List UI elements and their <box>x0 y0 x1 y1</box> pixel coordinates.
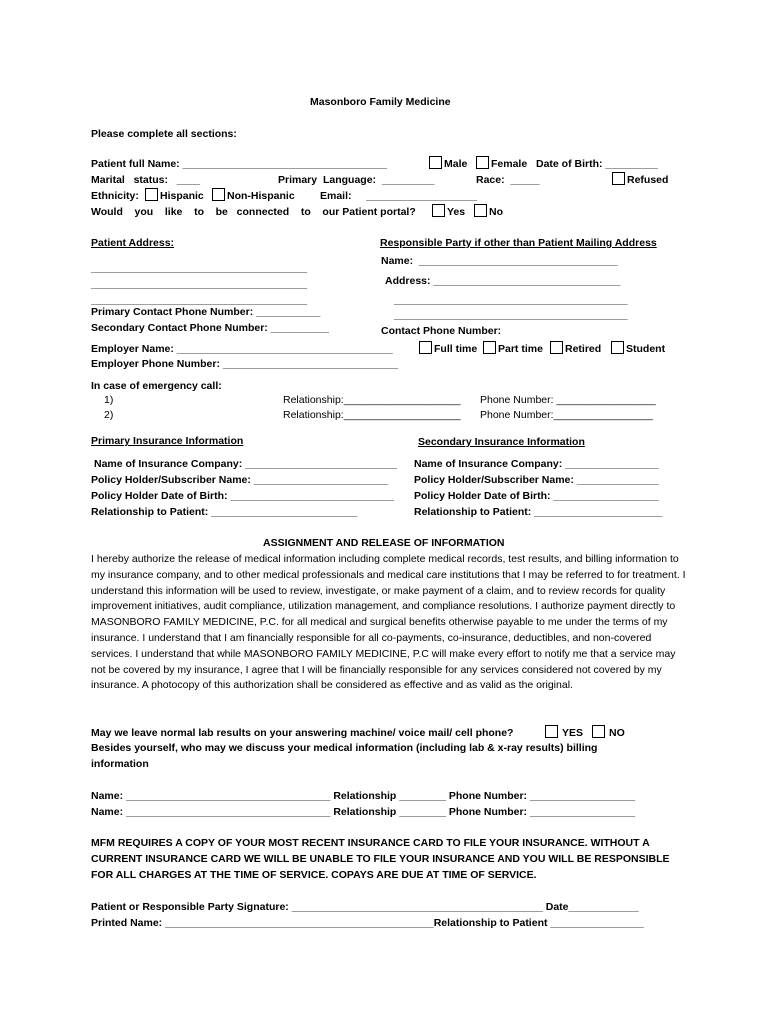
emergency-number-1: 1) <box>104 394 114 406</box>
primary-language-field[interactable]: Primary Language: _________ <box>278 174 435 186</box>
retired-checkbox[interactable] <box>550 341 563 354</box>
portal-no-checkbox[interactable] <box>474 204 487 217</box>
lab-no-checkbox[interactable] <box>592 725 605 738</box>
emergency-relationship-2[interactable]: Relationship:____________________ <box>283 409 461 421</box>
lab-no-label: NO <box>609 727 625 739</box>
responsible-address-line-2[interactable]: ________________________________________ <box>394 309 628 321</box>
lab-yes-checkbox[interactable] <box>545 725 558 738</box>
refused-checkbox[interactable] <box>612 172 625 185</box>
part-time-label: Part time <box>498 343 543 355</box>
discuss-info-line-1: Besides yourself, who may we discuss your medical information (including lab & x-ray results) billing <box>91 742 598 754</box>
responsible-address-field[interactable]: Address: ________________________________ <box>385 275 621 287</box>
emergency-number-2: 2) <box>104 409 114 421</box>
primary-holder-dob[interactable]: Policy Holder Date of Birth: ____________________________ <box>91 490 394 502</box>
marital-status-field[interactable]: Marital status: ____ <box>91 174 201 186</box>
responsible-phone-field[interactable]: Contact Phone Number: <box>381 325 502 337</box>
email-field[interactable]: Email: ___________________ <box>320 190 478 202</box>
dob-field[interactable]: Date of Birth: _________ <box>536 158 658 170</box>
lab-results-question: May we leave normal lab results on your answering machine/ voice mail/ cell phone? <box>91 727 514 739</box>
secondary-policy-holder[interactable]: Policy Holder/Subscriber Name: ______________ <box>414 474 659 486</box>
patient-name-field[interactable]: Patient full Name: ___________________________________ <box>91 158 387 170</box>
employer-phone-field[interactable]: Employer Phone Number: ______________________________ <box>91 358 399 370</box>
authorized-person-1[interactable]: Name: ___________________________________ Relationship ________ Phone Number: __________________ <box>91 790 636 802</box>
primary-relationship[interactable]: Relationship to Patient: _________________________ <box>91 506 358 518</box>
non-hispanic-label: Non-Hispanic <box>227 190 295 202</box>
female-label: Female <box>491 158 528 170</box>
retired-label: Retired <box>565 343 602 355</box>
responsible-name-field[interactable]: Name: __________________________________ <box>381 255 618 267</box>
discuss-info-line-2: information <box>91 758 149 770</box>
assignment-body: I hereby authorize the release of medical information including complete medical records, test results, and billing information to my insurance company, and to other medical professionals and medical care institutions that I may be referred to for treatment. I understand this information will be used to review, investigate, or make payment of a claim, and to review records for quality improvement initiatives, audit compliance, utilization management, and compliance resolutions. I authorize payment directly to MASONBORO FAMILY MEDICINE, P.C. for all medical and surgical benefits otherwise payable to me under the terms of my insurance. I understand that I am financially responsible for all co-payments, co-insurance, deductibles, and non-covered services. I understand that while MASONBORO FAMILY MEDICINE, P.C will make every effort to notify me that a service may not be covered by my insurance, I agree that I will be financially responsible for any services considered not covered by my insurance. A photocopy of this authorization shall be considered as effective and as valid as the original. <box>91 553 686 692</box>
refused-label: Refused <box>627 174 669 186</box>
lab-yes-label: YES <box>562 727 584 739</box>
insurance-card-notice-1: MFM REQUIRES A COPY OF YOUR MOST RECENT INSURANCE CARD TO FILE YOUR INSURANCE. WITHOUT A <box>91 837 650 849</box>
primary-insurance-company[interactable]: Name of Insurance Company: __________________________ <box>94 458 397 470</box>
authorized-person-2[interactable]: Name: ___________________________________ Relationship ________ Phone Number: __________________ <box>91 806 636 818</box>
secondary-relationship[interactable]: Relationship to Patient: ______________________ <box>414 506 663 518</box>
non-hispanic-checkbox[interactable] <box>212 188 225 201</box>
secondary-insurance-company[interactable]: Name of Insurance Company: ________________ <box>414 458 659 470</box>
patient-address-heading: Patient Address: <box>91 237 175 249</box>
insurance-card-notice-2: CURRENT INSURANCE CARD WE WILL BE UNABLE TO FILE YOUR INSURANCE AND YOU WILL BE RESPONSIBLE <box>91 853 670 865</box>
full-time-label: Full time <box>434 343 478 355</box>
male-checkbox[interactable] <box>429 156 442 169</box>
page-title: Masonboro Family Medicine <box>310 96 451 108</box>
emergency-phone-2[interactable]: Phone Number:_________________ <box>480 409 653 421</box>
ethnicity-label: Ethnicity: <box>91 190 139 202</box>
student-label: Student <box>626 343 666 355</box>
secondary-phone-field[interactable]: Secondary Contact Phone Number: __________ <box>91 322 330 334</box>
emergency-phone-1[interactable]: Phone Number: _________________ <box>480 394 656 406</box>
secondary-holder-dob[interactable]: Policy Holder Date of Birth: __________________ <box>414 490 659 502</box>
address-line-1[interactable]: _____________________________________ <box>91 262 308 274</box>
part-time-checkbox[interactable] <box>483 341 496 354</box>
portal-yes-label: Yes <box>447 206 466 218</box>
portal-yes-checkbox[interactable] <box>432 204 445 217</box>
responsible-party-heading: Responsible Party if other than Patient Mailing Address <box>380 237 657 249</box>
address-line-2[interactable]: _____________________________________ <box>91 278 308 290</box>
insurance-card-notice-3: FOR ALL CHARGES AT THE TIME OF SERVICE. COPAYS ARE DUE AT TIME OF SERVICE. <box>91 869 537 881</box>
hispanic-checkbox[interactable] <box>145 188 158 201</box>
primary-policy-holder[interactable]: Policy Holder/Subscriber Name: _______________________ <box>91 474 389 486</box>
responsible-address-line-1[interactable]: ________________________________________ <box>394 294 628 306</box>
assignment-heading: ASSIGNMENT AND RELEASE OF INFORMATION <box>263 537 505 549</box>
student-checkbox[interactable] <box>611 341 624 354</box>
address-line-3[interactable]: _____________________________________ <box>91 294 308 306</box>
printed-name-field[interactable]: Printed Name: ______________________________________________Relationship to Patient ________________ <box>91 917 644 929</box>
female-checkbox[interactable] <box>476 156 489 169</box>
race-field[interactable]: Race: _____ <box>476 174 540 186</box>
hispanic-label: Hispanic <box>160 190 204 202</box>
male-label: Male <box>444 158 468 170</box>
employer-name-field[interactable]: Employer Name: _____________________________________ <box>91 343 393 355</box>
emergency-heading: In case of emergency call: <box>91 380 222 392</box>
signature-field[interactable]: Patient or Responsible Party Signature: ___________________________________________ Date____________ <box>91 901 639 913</box>
emergency-relationship-1[interactable]: Relationship:____________________ <box>283 394 461 406</box>
portal-question: Would you like to be connected to our Patient portal? <box>91 206 416 218</box>
primary-insurance-heading: Primary Insurance Information <box>91 435 244 447</box>
portal-no-label: No <box>489 206 503 218</box>
primary-phone-field[interactable]: Primary Contact Phone Number: ___________ <box>91 306 321 318</box>
full-time-checkbox[interactable] <box>419 341 432 354</box>
secondary-insurance-heading: Secondary Insurance Information <box>418 436 585 448</box>
instructions: Please complete all sections: <box>91 128 237 140</box>
